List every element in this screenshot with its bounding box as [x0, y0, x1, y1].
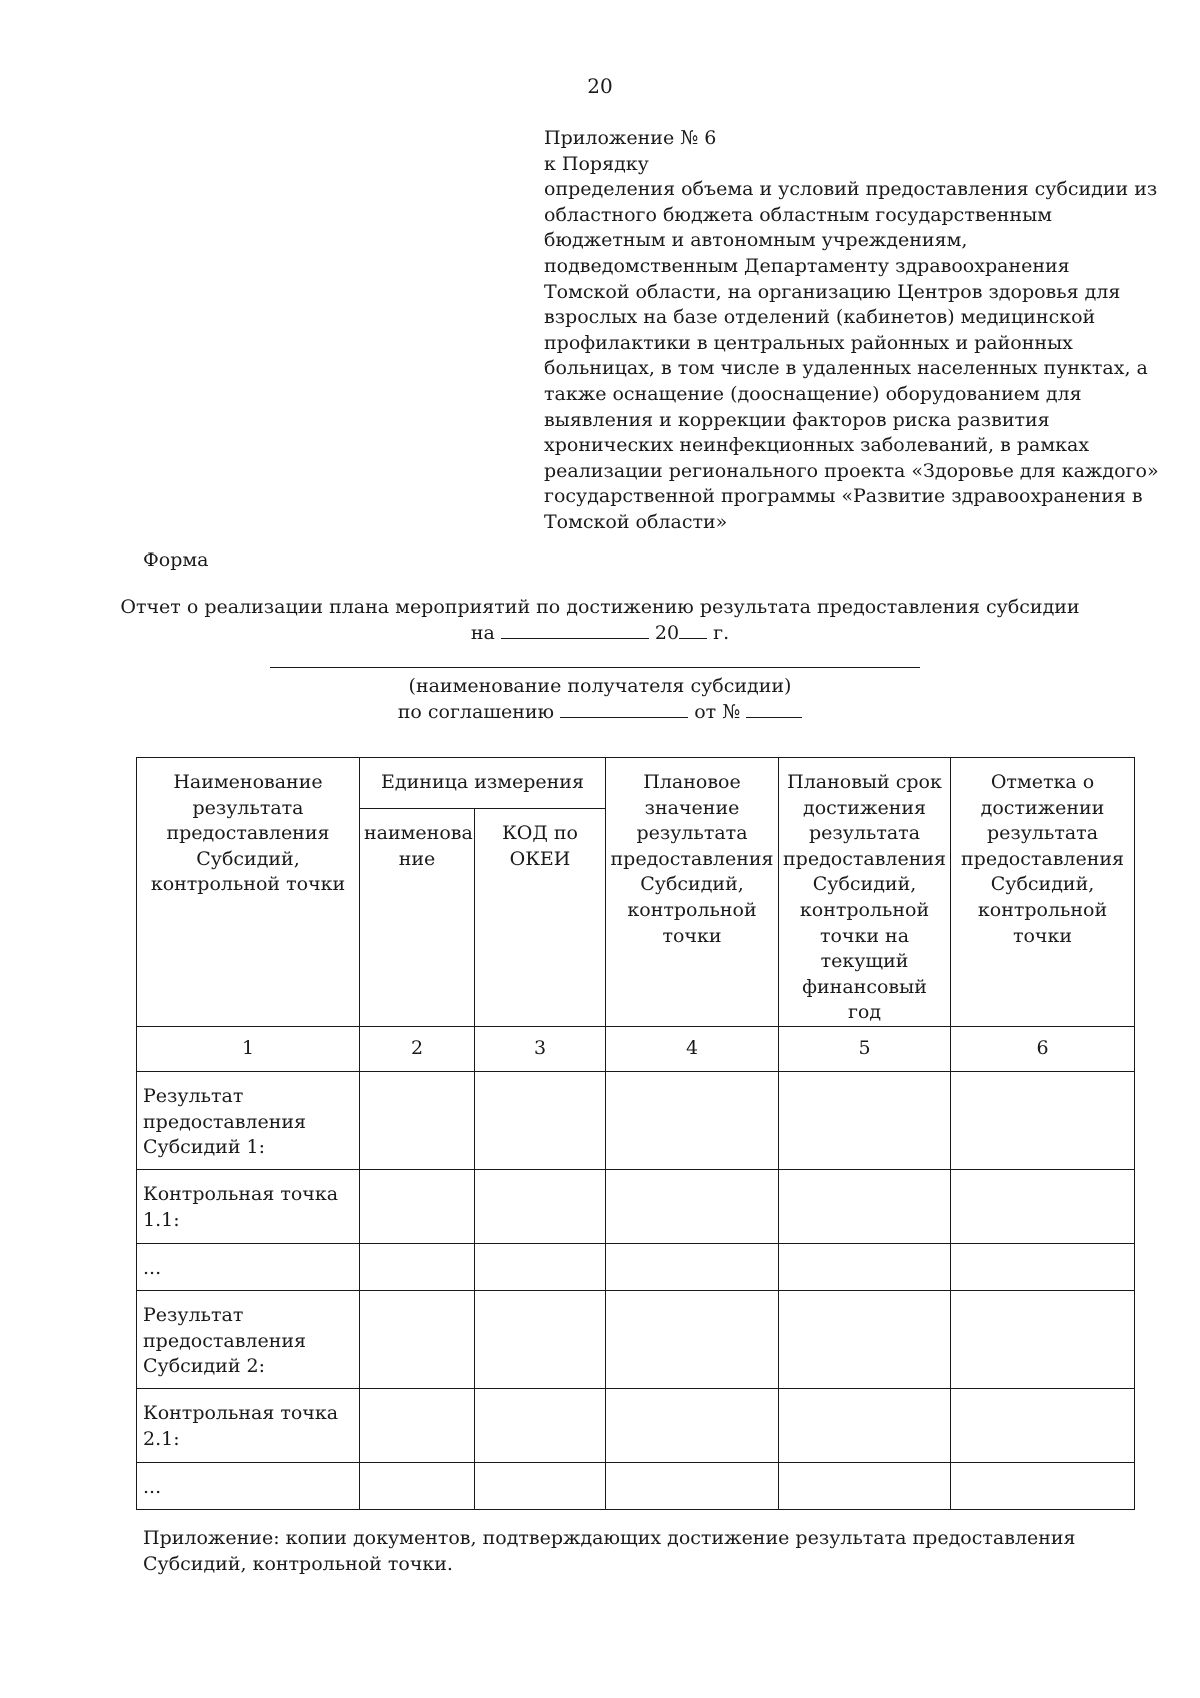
column-number: 1	[137, 1026, 360, 1071]
agreement-number-blank[interactable]	[746, 699, 802, 718]
table-row	[137, 1071, 1135, 1169]
form-label: Форма	[143, 549, 209, 571]
table-cell[interactable]	[779, 1388, 951, 1462]
table-cell[interactable]	[606, 1243, 779, 1290]
table-cell[interactable]	[779, 1071, 951, 1169]
row-label: Контрольная точка 1.1:	[137, 1169, 360, 1243]
appendix-line: областного бюджета областным государственным	[544, 203, 1052, 226]
header-result-name: Наименование результата предоставления Субсидий, контрольной точки	[137, 758, 360, 1027]
row-label: ...	[137, 1462, 360, 1509]
year-blank[interactable]	[679, 620, 707, 639]
table-cell[interactable]	[606, 1462, 779, 1509]
year-prefix: 20	[654, 622, 680, 644]
appendix-line: бюджетным и автономным учреждениям,	[544, 229, 968, 252]
header-unit-name: наименова ние	[360, 809, 475, 1027]
row-label: Контрольная точка 2.1:	[137, 1388, 360, 1462]
table-cell[interactable]	[606, 1388, 779, 1462]
table-cell[interactable]	[475, 1290, 606, 1388]
recipient-caption: (наименование получателя субсидии)	[408, 675, 792, 697]
table-cell[interactable]	[606, 1169, 779, 1243]
table-cell[interactable]	[951, 1290, 1135, 1388]
row-label: ...	[137, 1243, 360, 1290]
recipient-name-line[interactable]	[270, 667, 920, 668]
column-number: 5	[779, 1026, 951, 1071]
header-planned-date: Плановый срок достижения результата предоставления Субсидий, контрольной точки на текущий финансовый год	[779, 758, 951, 1027]
appendix-line: Томской области, на организацию Центров здоровья для	[544, 280, 1121, 303]
column-number-row	[137, 1026, 1135, 1071]
table-cell[interactable]	[360, 1243, 475, 1290]
agreement-prefix: по соглашению	[397, 701, 555, 723]
table-cell[interactable]	[475, 1169, 606, 1243]
table-row	[137, 1169, 1135, 1243]
table-cell[interactable]	[779, 1169, 951, 1243]
appendix-header	[544, 126, 1159, 536]
appendix-line: больницах, в том числе в удаленных населенных пунктах, а	[544, 357, 1148, 380]
column-number: 4	[606, 1026, 779, 1071]
appendix-line: реализации регионального проекта «Здоровье для каждого»	[544, 459, 1159, 482]
date-prefix: на	[470, 622, 495, 644]
table-cell[interactable]	[360, 1462, 475, 1509]
column-number: 6	[951, 1026, 1135, 1071]
appendix-line: определения объема и условий предоставления субсидии из	[544, 178, 1158, 201]
appendix-line: государственной программы «Развитие здравоохранения в	[544, 485, 1143, 508]
report-date-line	[0, 620, 1200, 646]
column-number: 2	[360, 1026, 475, 1071]
agreement-date-blank[interactable]	[560, 699, 688, 718]
table-row	[137, 1290, 1135, 1388]
appendix-line: Приложение № 6	[544, 127, 717, 149]
appendix-line: также оснащение (дооснащение) оборудованием для	[544, 382, 1082, 405]
table-cell[interactable]	[779, 1290, 951, 1388]
table-row	[137, 1243, 1135, 1290]
appendix-line: Томской области»	[544, 510, 728, 533]
header-unit-code: КОД по ОКЕИ	[475, 809, 606, 1027]
header-planned-value: Плановое значение результата предоставления Субсидий, контрольной точки	[606, 758, 779, 1027]
table-cell[interactable]	[779, 1243, 951, 1290]
table-cell[interactable]	[475, 1462, 606, 1509]
appendix-line: взрослых на базе отделений (кабинетов) медицинской	[544, 306, 1096, 329]
table-row	[137, 1388, 1135, 1462]
table-cell[interactable]	[360, 1071, 475, 1169]
table-cell[interactable]	[779, 1462, 951, 1509]
table-cell[interactable]	[475, 1388, 606, 1462]
table-cell[interactable]	[606, 1290, 779, 1388]
table-cell[interactable]	[951, 1388, 1135, 1462]
agreement-middle: от №	[694, 701, 741, 723]
date-blank[interactable]	[501, 620, 649, 639]
column-number: 3	[475, 1026, 606, 1071]
header-unit-group: Единица измерения	[360, 758, 606, 809]
table-cell[interactable]	[475, 1243, 606, 1290]
row-label: Результат предоставления Субсидий 2:	[137, 1290, 360, 1388]
table-row	[137, 1462, 1135, 1509]
header-achievement-mark: Отметка о достижении результата предоставления Субсидий, контрольной точки	[951, 758, 1135, 1027]
row-label: Результат предоставления Субсидий 1:	[137, 1071, 360, 1169]
appendix-line: профилактики в центральных районных и районных	[544, 331, 1073, 354]
appendix-line: подведомственным Департаменту здравоохранения	[544, 254, 1070, 277]
table-cell[interactable]	[360, 1169, 475, 1243]
appendix-line: к Порядку	[544, 152, 649, 175]
table-cell[interactable]	[951, 1243, 1135, 1290]
appendix-line: выявления и коррекции факторов риска развития	[544, 408, 1050, 431]
table-cell[interactable]	[951, 1462, 1135, 1509]
table-cell[interactable]	[606, 1071, 779, 1169]
appendix-line: хронических неинфекционных заболеваний, в рамках	[544, 434, 1090, 457]
page-number: 20	[587, 74, 613, 98]
table-cell[interactable]	[951, 1169, 1135, 1243]
table-cell[interactable]	[475, 1071, 606, 1169]
report-title: Отчет о реализации плана мероприятий по достижению результата предоставления субсидии	[120, 596, 1080, 618]
year-suffix: г.	[713, 622, 730, 644]
footnote: Приложение: копии документов, подтверждающих достижение результата предоставления Субсидий, контрольной точки.	[143, 1527, 1076, 1575]
agreement-line	[0, 699, 1200, 725]
report-table	[136, 757, 1135, 1510]
table-cell[interactable]	[951, 1071, 1135, 1169]
table-cell[interactable]	[360, 1290, 475, 1388]
table-cell[interactable]	[360, 1388, 475, 1462]
